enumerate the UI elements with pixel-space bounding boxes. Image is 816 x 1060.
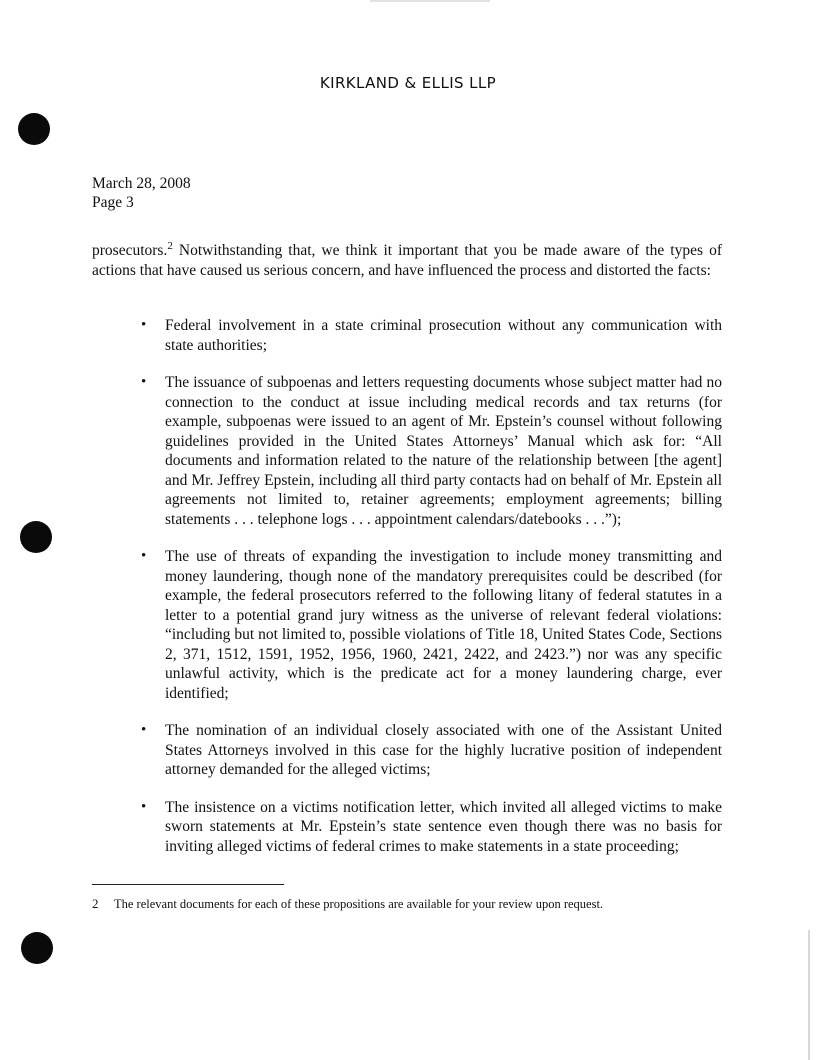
list-item: [92, 373, 722, 529]
letterhead-firm-name: KIRKLAND & ELLIS LLP: [319, 74, 497, 92]
footnote-number: 2: [92, 896, 99, 911]
punch-hole: [20, 521, 52, 553]
page-number: Page 3: [92, 194, 134, 211]
bullet-icon: •: [141, 798, 147, 815]
bullet-icon: •: [141, 548, 147, 564]
bullet-icon: •: [141, 722, 147, 738]
list-item: [92, 721, 722, 780]
list-item-text: The issuance of subpoenas and letters requesting documents whose subject matter had no connection to the conduct at issue including medical records and tax returns (for example, subpoenas were issued to an agent of Mr. Epstein’s counsel without following guidelines provided in the United States Attorneys’ Manual which ask for: “All documents and information related to the nature of the relationship between [the agent] and Mr. Jeffrey Epstein, including all third party contacts had on behalf of Mr. Epstein all agreements not limited to, retainer agreements; employment agreements; billing statements . . . telephone logs . . . appointment calendars/datebooks . . .”);: [165, 374, 722, 528]
list-item: [92, 798, 722, 857]
footnote-divider: [92, 884, 284, 885]
intro-paragraph: [92, 241, 722, 280]
footnote-reference: 2: [167, 239, 173, 252]
list-item-text: The nomination of an individual closely associated with one of the Assistant United States Attorneys involved in this case for the highly lucrative position of independent attorney demanded for the alleged victims;: [165, 722, 722, 778]
list-item: [92, 316, 722, 355]
letter-date: March 28, 2008: [92, 175, 191, 192]
list-item-text: The insistence on a victims notification letter, which invited all alleged victims to make sworn statements at Mr. Epstein’s state sentence even though there was no basis for inviting alleged victims of federal crimes to make statements in a state proceeding;: [165, 798, 722, 855]
list-item-text: Federal involvement in a state criminal prosecution without any communication with state authorities;: [165, 317, 722, 354]
footnote: [92, 896, 603, 912]
footnote-text: The relevant documents for each of these propositions are available for your review upon request.: [114, 897, 604, 911]
list-item-text: The use of threats of expanding the investigation to include money transmitting and money laundering, though none of the mandatory prerequisites could be described (for example, the federal prosecutors referred to the following litany of federal statutes in a letter to a potential grand jury witness as the universe of relevant federal violations: “including but not limited to, possible violations of Title 18, United States Code, Sections 2, 371, 1512, 1591, 1952, 1956, 1960, 2421, 2422, and 2423.”) nor was any specific unlawful activity, which is the predicate act for a money laundering charge, ever identified;: [165, 548, 722, 702]
scan-mark: [370, 0, 490, 2]
list-item: [92, 547, 722, 703]
punch-hole: [21, 932, 53, 964]
intro-start: prosecutors.: [92, 242, 168, 259]
letter-date-block: [92, 174, 191, 212]
scan-edge: [808, 930, 810, 1060]
concerns-list: [92, 316, 722, 874]
bullet-icon: •: [141, 374, 147, 390]
punch-hole: [18, 113, 50, 145]
intro-rest: Notwithstanding that, we think it important that you be made aware of the types of actions that have caused us serious concern, and have influenced the process and distorted the facts:: [92, 242, 722, 279]
bullet-icon: •: [141, 317, 147, 333]
